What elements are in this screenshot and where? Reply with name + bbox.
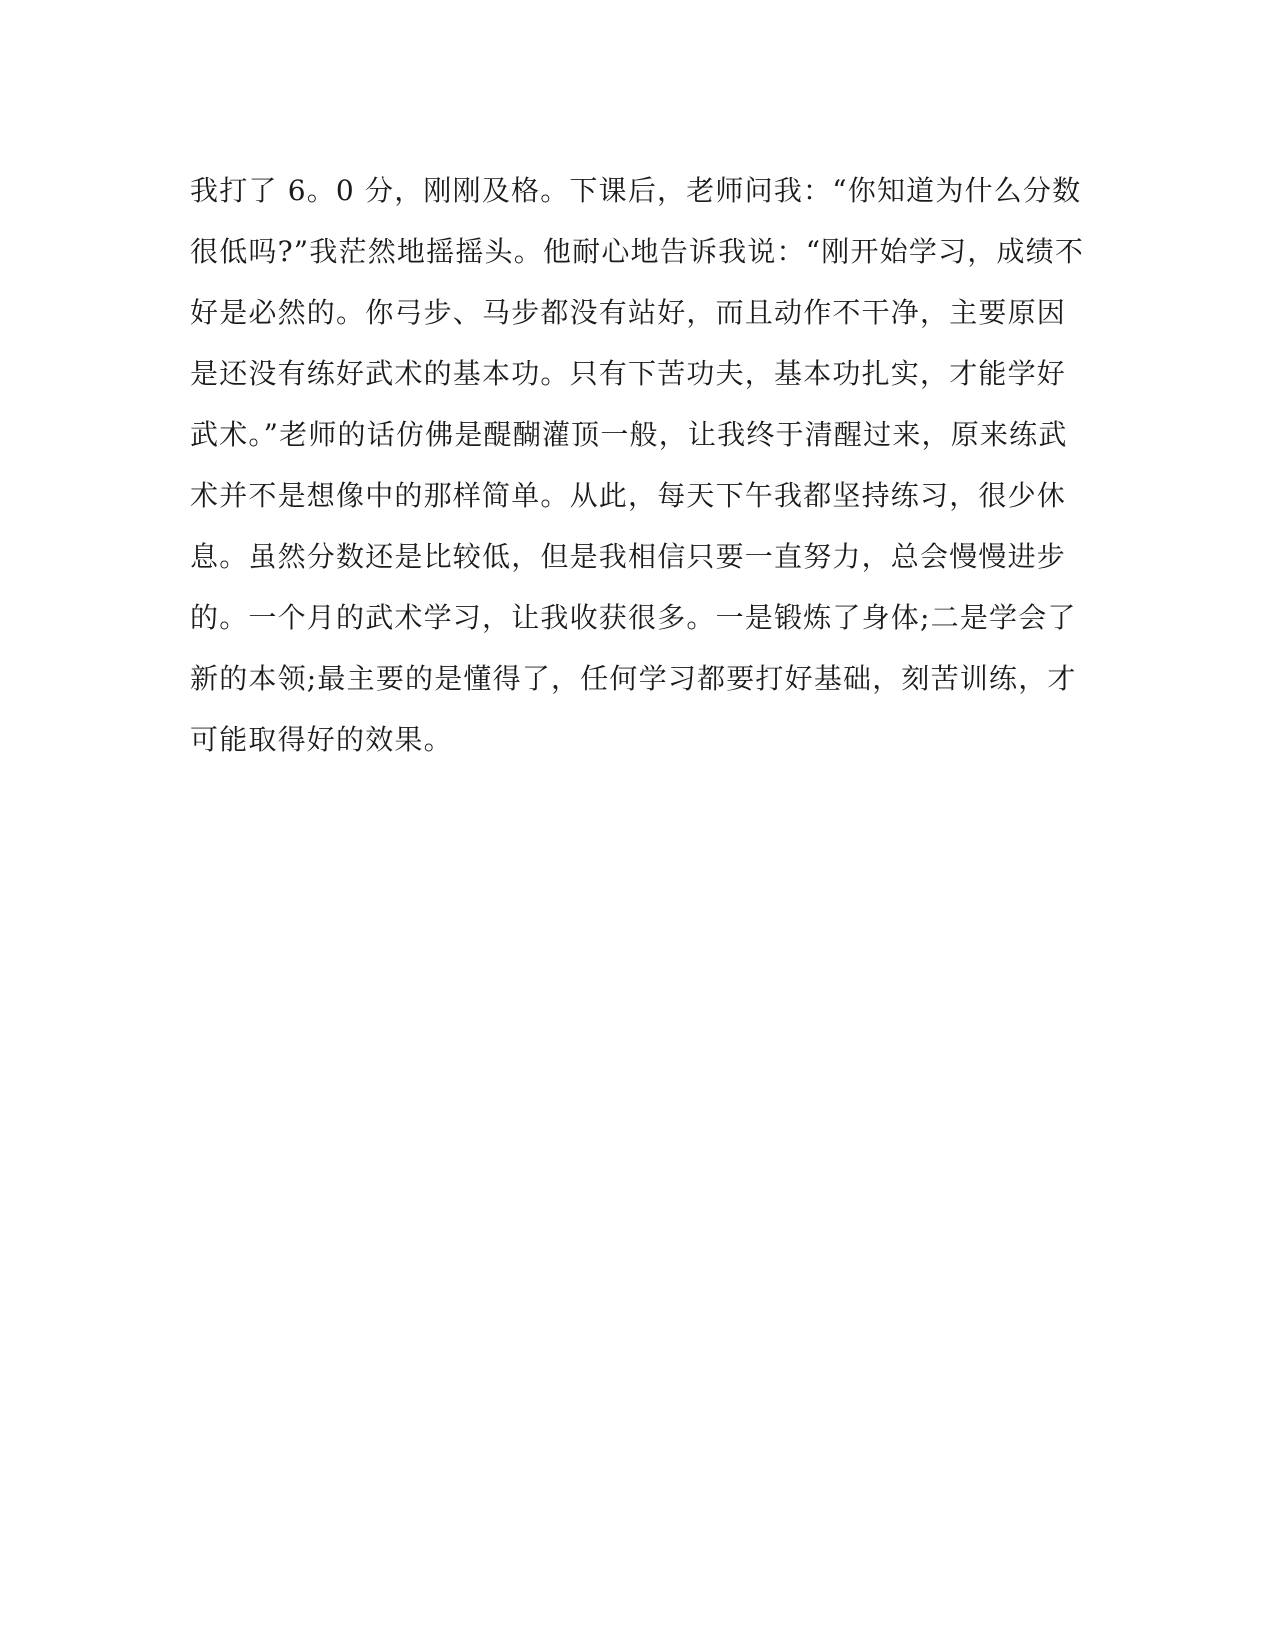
paragraph-line-10: 可能取得好的效果。	[190, 723, 453, 756]
paragraph-line-2: 很低吗?”我茫然地摇摇头。他耐心地告诉我说：“刚开始学习，成绩不	[190, 235, 1085, 268]
paragraph-line-7: 息。虽然分数还是比较低，但是我相信只要一直努力，总会慢慢进步	[190, 540, 1067, 573]
paragraph-line-9: 新的本领;最主要的是懂得了，任何学习都要打好基础，刻苦训练，才	[190, 662, 1077, 695]
paragraph-line-6: 术并不是想像中的那样简单。从此，每天下午我都坚持练习，很少休	[190, 479, 1067, 512]
paragraph-line-5: 武术。”老师的话仿佛是醍醐灌顶一般，让我终于清醒过来，原来练武	[190, 418, 1068, 451]
body-paragraph	[190, 160, 1090, 770]
paragraph-line-3: 好是必然的。你弓步、马步都没有站好，而且动作不干净，主要原因	[190, 296, 1067, 329]
paragraph-line-4: 是还没有练好武术的基本功。只有下苦功夫，基本功扎实，才能学好	[190, 357, 1067, 390]
paragraph-line-8: 的。一个月的武术学习，让我收获很多。一是锻炼了身体;二是学会了	[190, 601, 1077, 634]
paragraph-line-1: 我打了 6。0 分，刚刚及格。下课后，老师问我：“你知道为什么分数	[190, 174, 1082, 207]
